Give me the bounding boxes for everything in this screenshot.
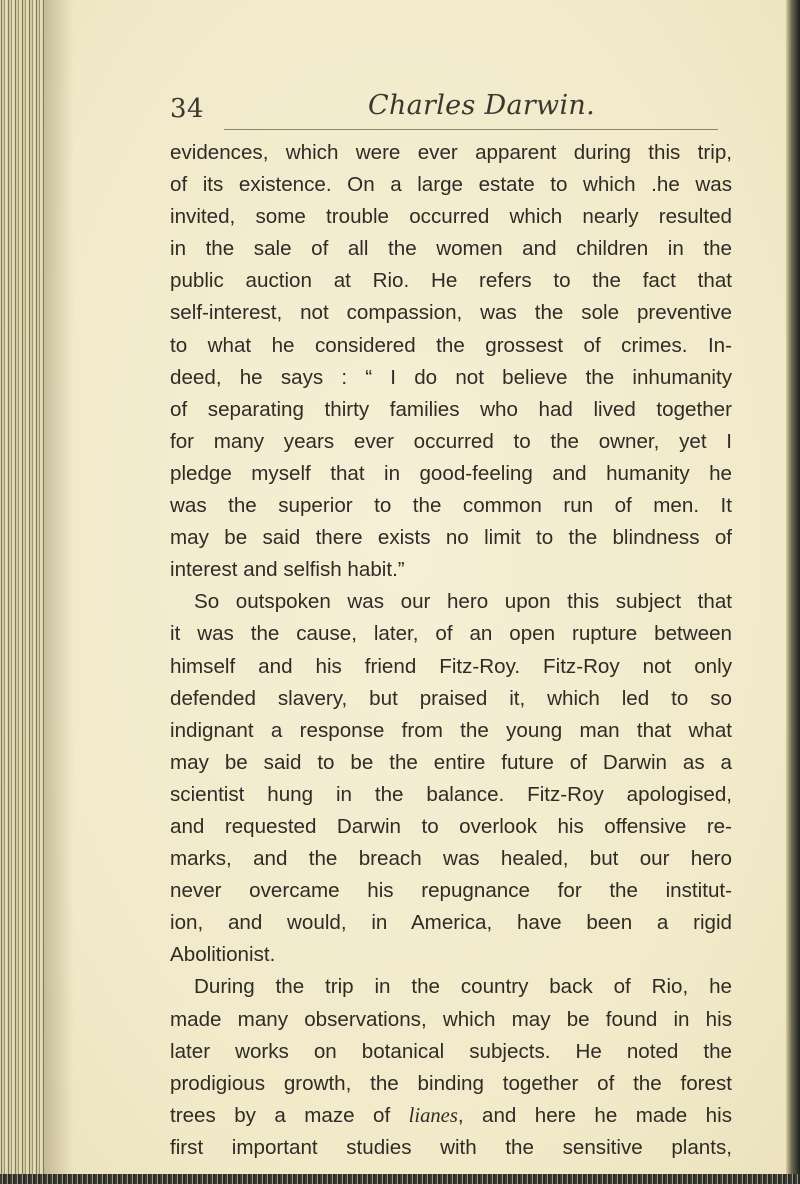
text-line: public auction at Rio. He refers to the fact that	[170, 269, 732, 293]
page-bottom-edge	[0, 1174, 800, 1184]
book-binding-edge	[0, 0, 44, 1184]
text-line: invited, some trouble occurred which nearly resulted	[170, 205, 732, 229]
text-line: pledge myself that in good-feeling and humanity he	[170, 461, 732, 485]
text-line: Abolitionist.	[170, 943, 276, 967]
text-line: for many years ever occurred to the owner, yet I	[170, 429, 732, 453]
text-line-with-italic	[170, 1100, 732, 1132]
text-line: may be said to be the entire future of Darwin as a	[170, 750, 732, 774]
text-line: in the sale of all the women and children in the	[170, 237, 732, 261]
body-text	[170, 137, 732, 1164]
text-line: defended slavery, but praised it, which led to so	[170, 686, 732, 710]
text-line: was the superior to the common run of men. It	[170, 494, 732, 518]
text-line: first important studies with the sensitive plants,	[170, 1135, 732, 1159]
text-line: it was the cause, later, of an open rupture between	[170, 622, 732, 646]
text-line: made many observations, which may be found in his	[170, 1007, 732, 1031]
text-line: of its existence. On a large estate to which .he was	[170, 173, 732, 197]
text-line: self-interest, not compassion, was the sole preventive	[170, 301, 732, 325]
text-line: prodigious growth, the binding together of the forest	[170, 1071, 732, 1095]
text-line: deed, he says : “ I do not believe the inhumanity	[170, 365, 732, 389]
italic-term: lianes	[408, 1104, 458, 1127]
text-line: himself and his friend Fitz-Roy. Fitz-Roy not only	[170, 654, 732, 678]
text-line: marks, and the breach was healed, but our hero	[170, 847, 732, 871]
text-line: evidences, which were ever apparent during this trip,	[170, 141, 732, 164]
paragraph-start-line: So outspoken was our hero upon this subject that	[194, 590, 732, 614]
text-segment: , and here he made his	[457, 1103, 732, 1127]
text-line: and requested Darwin to overlook his offensive re-	[170, 814, 732, 838]
running-head: Charles Darwin.	[368, 90, 595, 121]
text-line: never overcame his repugnance for the institut-	[170, 879, 732, 903]
text-line: later works on botanical subjects. He noted the	[170, 1039, 732, 1063]
text-segment: trees by a maze of	[170, 1103, 409, 1127]
paragraph-start-line: During the trip in the country back of Rio, he	[194, 975, 732, 999]
text-line: ion, and would, in America, have been a rigid	[170, 911, 732, 935]
page-header	[170, 84, 730, 124]
text-line: interest and selfish habit.”	[170, 558, 405, 582]
binding-shadow	[44, 0, 74, 1184]
header-rule	[224, 129, 718, 130]
text-line: indignant a response from the young man that what	[170, 718, 732, 742]
text-line: of separating thirty families who had lived together	[170, 397, 732, 421]
text-line: may be said there exists no limit to the blindness of	[170, 526, 732, 550]
page-right-edge	[786, 0, 800, 1184]
text-line: scientist hung in the balance. Fitz-Roy apologised,	[170, 782, 732, 806]
text-line: to what he considered the grossest of crimes. In-	[170, 333, 732, 357]
page-number: 34	[170, 94, 205, 124]
